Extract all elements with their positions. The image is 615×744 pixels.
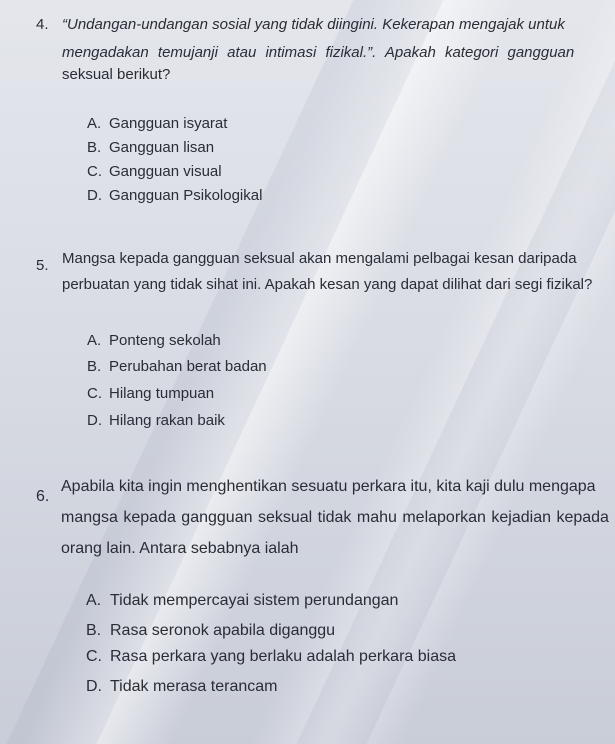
option-text: Perubahan berat badan — [109, 358, 267, 375]
question-text-line: Mangsa kepada gangguan seksual akan mengalami pelbagai kesan daripada — [62, 250, 577, 267]
option-text: Rasa perkara yang berlaku adalah perkara biasa — [110, 648, 456, 665]
option-text: Gangguan visual — [109, 163, 222, 180]
question-text-line: seksual berikut? — [62, 66, 171, 83]
option-c[interactable] — [87, 385, 214, 402]
option-letter: C. — [87, 163, 102, 180]
option-text: Hilang rakan baik — [109, 412, 225, 429]
option-d[interactable] — [86, 678, 277, 696]
option-text: Tidak merasa terancam — [110, 678, 278, 695]
question-text-line: mengadakan temujanji atau intimasi fizikal.”. Apakah kategori gangguan — [62, 44, 575, 61]
option-letter: D. — [87, 187, 102, 204]
option-letter: C. — [87, 385, 102, 402]
option-d[interactable] — [87, 187, 262, 204]
option-letter: D. — [86, 678, 102, 695]
option-letter: B. — [87, 358, 102, 375]
option-b[interactable] — [87, 139, 214, 156]
option-letter: A. — [86, 592, 102, 609]
question-number: 4. — [36, 16, 49, 33]
option-letter: A. — [87, 332, 102, 349]
option-a[interactable] — [86, 592, 398, 610]
question-text-line: perbuatan yang tidak sihat ini. Apakah kesan yang dapat dilihat dari segi fizikal? — [62, 276, 593, 293]
option-d[interactable] — [87, 412, 225, 429]
option-text: Ponteng sekolah — [109, 332, 221, 349]
option-text: Tidak mempercayai sistem perundangan — [110, 592, 399, 609]
question-number: 6. — [36, 488, 50, 505]
option-letter: C. — [86, 648, 102, 665]
question-text-line: “Undangan-undangan sosial yang tidak diingini. Kekerapan mengajak untuk — [62, 16, 565, 33]
option-letter: B. — [87, 139, 102, 156]
option-b[interactable] — [86, 622, 335, 640]
option-a[interactable] — [87, 115, 227, 132]
question-number: 5. — [36, 257, 49, 274]
option-text: Hilang tumpuan — [109, 385, 215, 402]
option-text: Gangguan lisan — [109, 139, 215, 156]
option-c[interactable] — [87, 163, 222, 180]
option-b[interactable] — [87, 358, 267, 375]
option-letter: B. — [86, 622, 102, 639]
option-c[interactable] — [86, 648, 456, 666]
option-text: Rasa seronok apabila diganggu — [110, 622, 336, 639]
question-text-line: mangsa kepada gangguan seksual tidak mahu melaporkan kejadian kepada — [61, 509, 609, 526]
option-text: Gangguan isyarat — [109, 115, 228, 132]
option-letter: D. — [87, 412, 102, 429]
question-text-line: orang lain. Antara sebabnya ialah — [61, 540, 299, 557]
option-a[interactable] — [87, 332, 221, 349]
question-text-line: Apabila kita ingin menghentikan sesuatu perkara itu, kita kaji dulu mengapa — [61, 478, 596, 495]
option-text: Gangguan Psikologikal — [109, 187, 263, 204]
option-letter: A. — [87, 115, 102, 132]
